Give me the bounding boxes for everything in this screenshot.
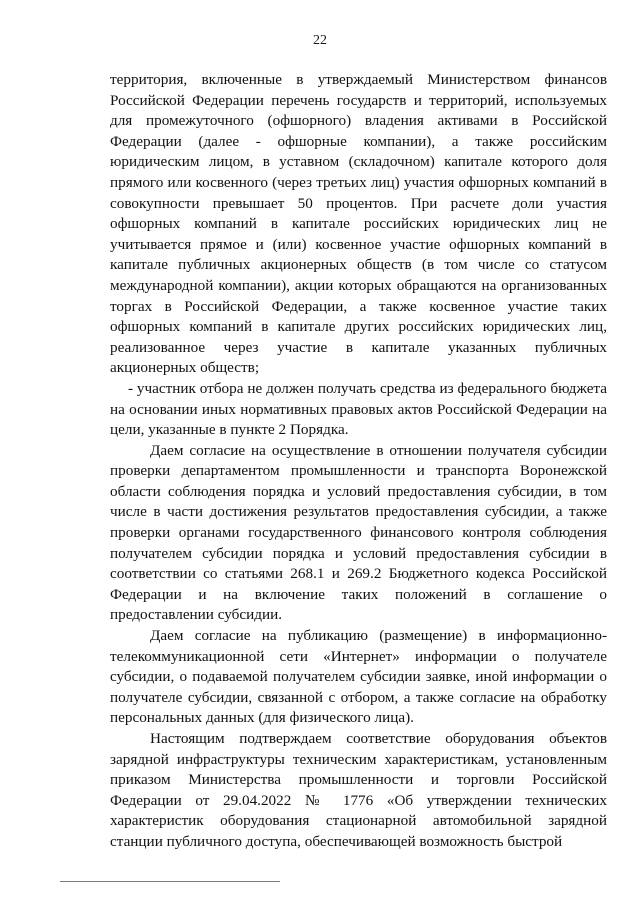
footer-rule bbox=[60, 881, 280, 882]
paragraph-equipment-confirmation: Настоящим подтверждаем соответствие оборудования объектов зарядной инфраструктуры техническим характеристикам, установленным приказом Министерства промышленности и торговли Российской Федерации от 29.04.2022 № 1776 «Об утверждении технических характеристик оборудования стационарной автомобильной зарядной станции публичного доступа, обеспечивающей возможность быстрой bbox=[110, 730, 607, 850]
paragraph-federal-budget-condition: - участник отбора не должен получать средства из федерального бюджета на основании иных нормативных правовых актов Российской Федерации на цели, указанные в пункте 2 Порядка. bbox=[110, 379, 607, 439]
paragraph-offshore-continuation: территория, включенные в утверждаемый Министерством финансов Российской Федерации перечень государств и территорий, используемых для промежуточного (офшорного) владения активами в Российской Федерации (далее - офшорные компании), а также российским юридическим лицом, в уставном (складочном) капитале которого доля прямого или косвенного (через третьих лиц) участия офшорных компаний в совокупности превышает 50 процентов. При расчете доли участия офшорных компаний в капитале российских юридических лиц не учитывается прямое и (или) косвенное участие офшорных компаний в капитале публичных акционерных обществ (в том числе со статусом международной компании), акции которых обращаются на организованных торгах в Российской Федерации, а также косвенное участие таких офшорных компаний в капитале других российских юридических лиц, реализованное через участие в капитале указанных публичных акционерных обществ; bbox=[110, 71, 607, 377]
page-number: 22 bbox=[313, 33, 327, 48]
document-body bbox=[110, 70, 607, 853]
paragraph-inspection-consent: Даем согласие на осуществление в отношении получателя субсидии проверки департаментом промышленности и транспорта Воронежской области соблюдения порядка и условий предоставления субсидии, в том числе в части достижения результатов предоставления субсидии, а также проверки органами государственного финансового контроля соблюдения получателем субсидии порядка и условий предоставления субсидии в соответствии со статьями 268.1 и 269.2 Бюджетного кодекса Российской Федерации и на включение таких положений в соглашение о предоставлении субсидии. bbox=[110, 441, 607, 624]
paragraph-publication-consent: Даем согласие на публикацию (размещение) в информационно-телекоммуникационной сети «Интернет» информации о получателе субсидии, о подаваемой получателем субсидии заявке, иной информации о получателе субсидии, связанной с отбором, а также согласие на обработку персональных данных (для физического лица). bbox=[110, 627, 607, 727]
